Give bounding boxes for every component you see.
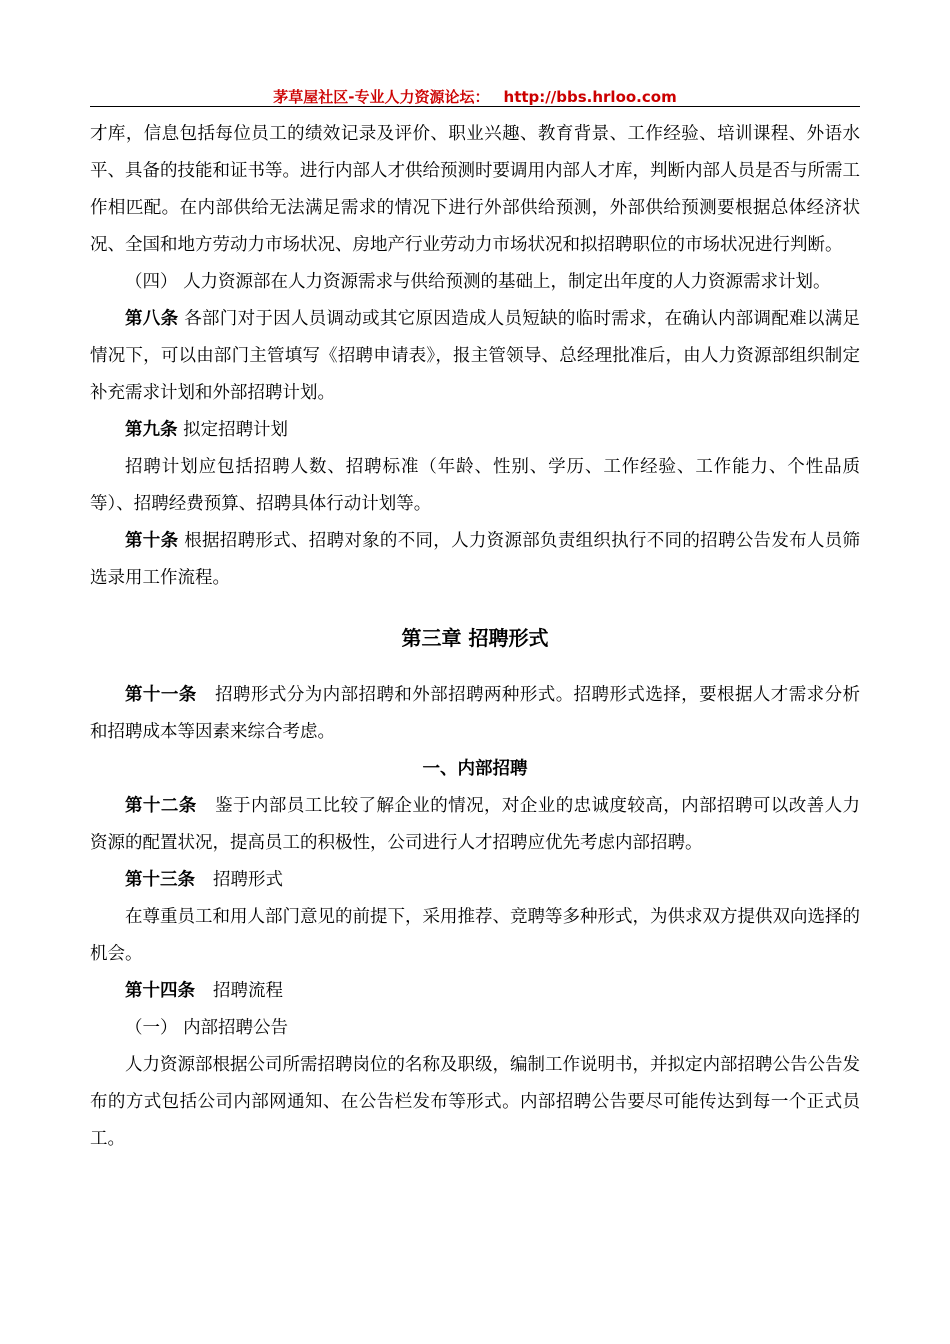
article-13-text: 招聘形式	[213, 870, 283, 890]
paragraph-recruitment-plan: 招聘计划应包括招聘人数、招聘标准（年龄、性别、学历、工作经验、工作能力、个性品质等）、招聘经费预算、招聘具体行动计划等。	[90, 457, 860, 514]
list-item-internal-notice: （一） 内部招聘公告	[125, 1018, 289, 1038]
header-divider	[90, 106, 860, 107]
article-12-title: 第十二条	[125, 796, 197, 816]
article-8-title: 第八条	[125, 309, 179, 329]
article-9-title: 第九条	[125, 420, 178, 440]
paragraph-talent-pool: 才库，信息包括每位员工的绩效记录及评价、职业兴趣、教育背景、工作经验、培训课程、外语水平、具备的技能和证书等。进行内部人才供给预测时要调用内部人才库，判断内部人员是否与所需工作相匹配。在内部供给无法满足需求的情况下进行外部供给预测，外部供给预测要根据总体经济状况、全国和地方劳动力市场状况、房地产行业劳动力市场状况和拟招聘职位的市场状况进行判断。	[90, 124, 860, 255]
article-8	[90, 301, 860, 412]
paragraph-item-four: （四） 人力资源部在人力资源需求与供给预测的基础上，制定出年度的人力资源需求计划。	[125, 272, 831, 292]
article-10	[90, 523, 860, 597]
header-url-link[interactable]: http://bbs.hrloo.com	[503, 88, 677, 106]
article-11-text: 招聘形式分为内部招聘和外部招聘两种形式。招聘形式选择，要根据人才需求分析和招聘成本等因素来综合考虑。	[90, 685, 861, 742]
chapter-3-heading: 第三章 招聘形式	[401, 626, 549, 650]
page-header	[90, 86, 860, 106]
article-13	[90, 862, 860, 899]
section-internal-recruitment-heading: 一、内部招聘	[422, 759, 528, 779]
article-10-text: 根据招聘形式、招聘对象的不同，人力资源部负责组织执行不同的招聘公告发布人员筛选录用工作流程。	[90, 531, 860, 588]
article-8-text: 各部门对于因人员调动或其它原因造成人员短缺的临时需求，在确认内部调配难以满足情况下，可以由部门主管填写《招聘申请表》，报主管领导、总经理批准后，由人力资源部组织制定补充需求计划和外部招聘计划。	[90, 309, 860, 403]
article-13-title: 第十三条	[125, 870, 195, 890]
article-10-title: 第十条	[125, 531, 179, 551]
article-11	[90, 677, 860, 751]
document-body	[90, 116, 860, 1158]
article-14-text: 招聘流程	[213, 981, 283, 1001]
article-14-title: 第十四条	[125, 981, 195, 1001]
article-14	[90, 973, 860, 1010]
article-11-title: 第十一条	[125, 685, 197, 705]
article-9-text: 拟定招聘计划	[177, 420, 289, 440]
paragraph-internal-notice: 人力资源部根据公司所需招聘岗位的名称及职级，编制工作说明书，并拟定内部招聘公告公告发布的方式包括公司内部网通知、在公告栏发布等形式。内部招聘公告要尽可能传达到每一个正式员工。	[90, 1055, 860, 1149]
article-12-text: 鉴于内部员工比较了解企业的情况，对企业的忠诚度较高，内部招聘可以改善人力资源的配置状况，提高员工的积极性，公司进行人才招聘应优先考虑内部招聘。	[90, 796, 861, 853]
article-12	[90, 788, 860, 862]
header-site-name: 茅草屋社区-专业人力资源论坛：	[273, 88, 490, 106]
article-9	[90, 412, 860, 449]
paragraph-recruitment-forms: 在尊重员工和用人部门意见的前提下，采用推荐、竞聘等多种形式，为供求双方提供双向选择的机会。	[90, 907, 860, 964]
